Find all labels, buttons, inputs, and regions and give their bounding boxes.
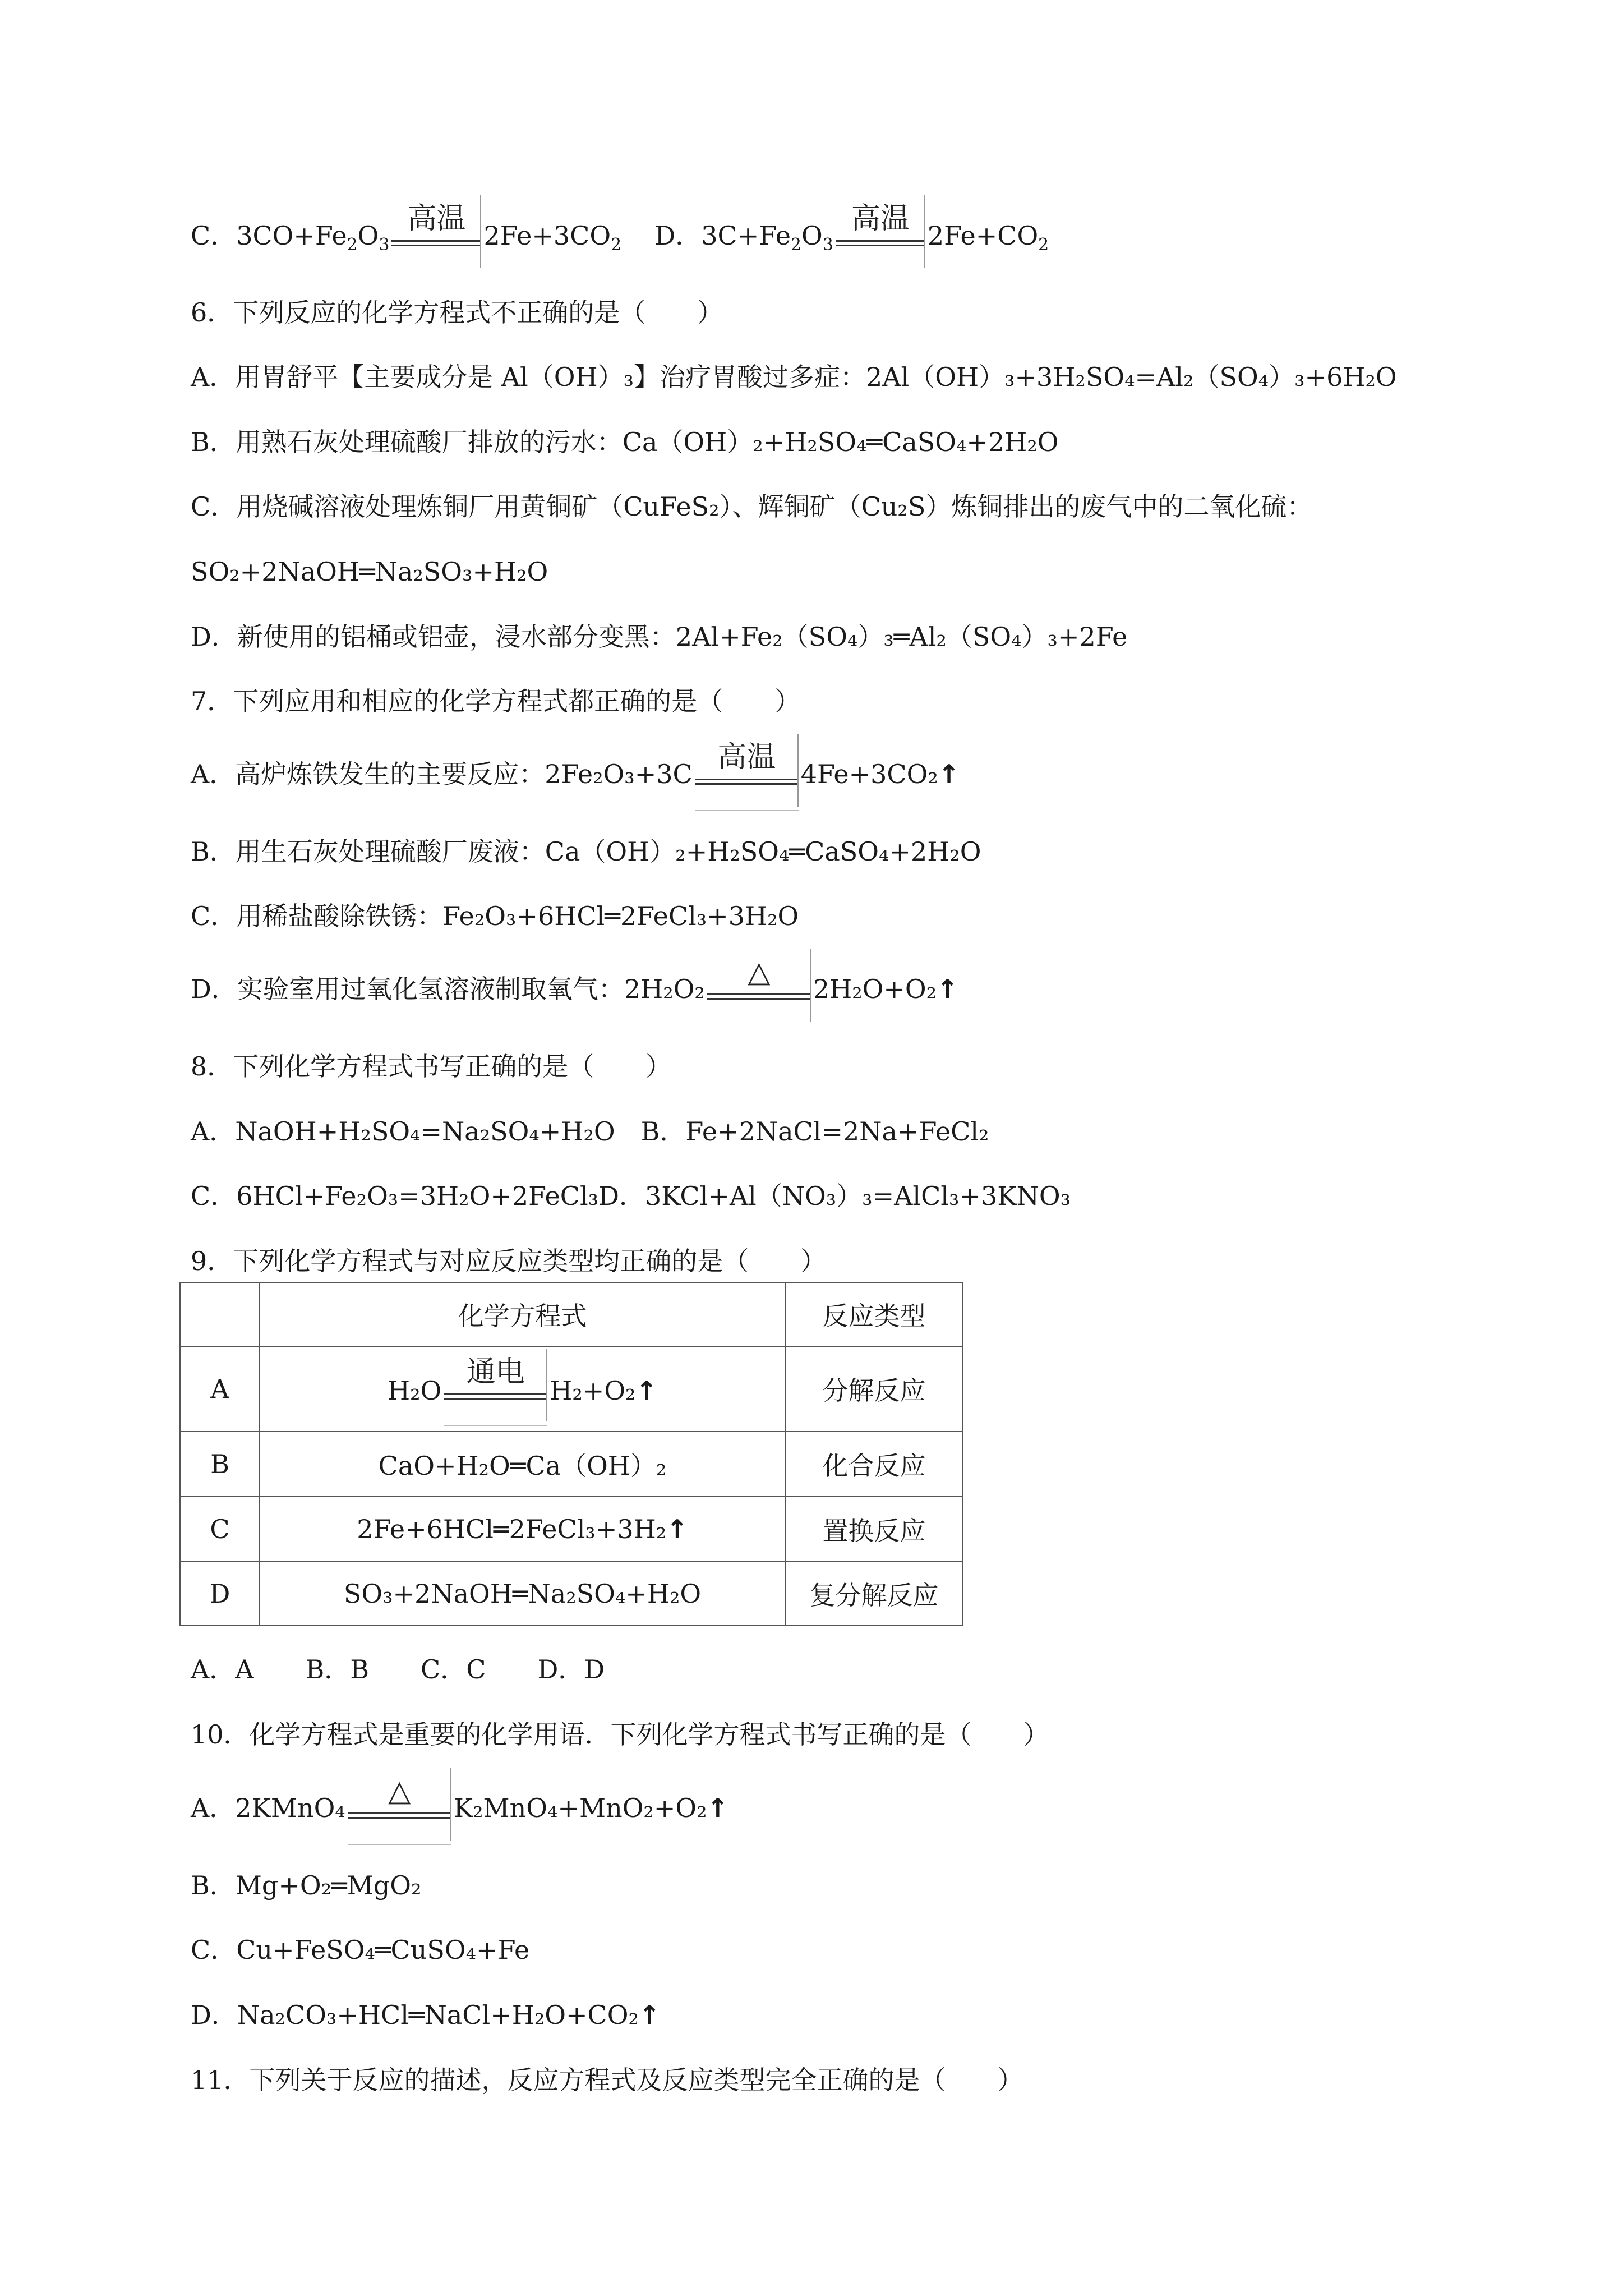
up-arrow-icon: ↑	[937, 974, 958, 1004]
up-arrow-icon: ↑	[938, 759, 960, 789]
q10-option-d: D．Na₂CO₃+HCl═NaCl+H₂O+CO₂↑	[191, 2000, 661, 2030]
q8-options-cd: C．6HCl+Fe₂O₃=3H₂O+2FeCl₃D．3KCl+Al（NO₃）₃=AlCl₃+3KNO₃	[191, 1181, 1071, 1211]
condition-high-temp: 高温	[391, 219, 481, 252]
condition-electrolysis: 通电	[444, 1372, 547, 1406]
q8-stem: 8．下列化学方程式书写正确的是（ ）	[191, 1051, 672, 1082]
table-row: D SO₃+2NaOH═Na₂SO₄+H₂O 复分解反应	[180, 1562, 963, 1626]
table-header-row	[180, 1282, 963, 1346]
q9-options: A．A B．B C．C D．D	[191, 1654, 605, 1685]
table-row: A H₂O 通电 H₂+O₂↑ 分解反应	[180, 1346, 963, 1432]
q7-option-b: B．用生石灰处理硫酸厂废液：Ca（OH）₂+H₂SO₄═CaSO₄+2H₂O	[191, 836, 981, 867]
q9-stem: 9．下列化学方程式与对应反应类型均正确的是（ ）	[191, 1246, 827, 1276]
q6-stem: 6．下列反应的化学方程式不正确的是（ ）	[191, 297, 723, 328]
header-equation: 化学方程式	[260, 1282, 785, 1346]
q9-reaction-table	[179, 1282, 963, 1626]
q7-option-d: D．实验室用过氧化氢溶液制取氧气：2H₂O₂ △ 2H₂O+O₂↑	[191, 972, 958, 1006]
q6-option-c-1: C．用烧碱溶液处理炼铜厂用黄铜矿（CuFeS₂）、辉铜矿（Cu₂S）炼铜排出的废气中的二氧化硫：	[191, 491, 1313, 522]
q6-option-d: D．新使用的铝桶或铝壶，浸水部分变黑：2Al+Fe₂（SO₄）₃═Al₂（SO₄）₃+2Fe	[191, 622, 1128, 652]
q11-stem: 11．下列关于反应的描述，反应方程式及反应类型完全正确的是（ ）	[191, 2065, 1023, 2095]
q5-d-pre: D．3C+Fe	[654, 220, 791, 251]
q10-option-a: A．2KMnO₄ △ K₂MnO₄+MnO₂+O₂↑	[191, 1791, 728, 1825]
condition-high-temp: 高温	[836, 219, 925, 252]
q8-options-ab: A．NaOH+H₂SO₄=Na₂SO₄+H₂O B．Fe+2NaCl=2Na+FeCl₂	[191, 1116, 989, 1147]
q10-option-b: B．Mg+O₂═MgO₂	[191, 1870, 422, 1901]
condition-heat: △	[707, 972, 811, 1006]
q6-option-c-2: SO₂+2NaOH═Na₂SO₃+H₂O	[191, 556, 548, 587]
condition-heat: △	[348, 1791, 451, 1825]
q7-stem: 7．下列应用和相应的化学方程式都正确的是（ ）	[191, 686, 801, 716]
condition-high-temp: 高温	[695, 757, 799, 791]
q7-option-a: A．高炉炼铁发生的主要反应：2Fe₂O₃+3C 高温 4Fe+3CO₂↑	[191, 757, 960, 791]
q5-c-pre: C．3CO+Fe	[191, 220, 347, 251]
q6-option-b: B．用熟石灰处理硫酸厂排放的污水：Ca（OH）₂+H₂SO₄═CaSO₄+2H₂O	[191, 427, 1059, 457]
q6-option-a: A．用胃舒平【主要成分是 Al（OH）₃】治疗胃酸过多症：2Al（OH）₃+3H₂SO₄=Al₂（SO₄）₃+6H₂O	[191, 362, 1397, 392]
q7-option-c: C．用稀盐酸除铁锈：Fe₂O₃+6HCl═2FeCl₃+3H₂O	[191, 901, 799, 931]
up-arrow-icon: ↑	[638, 2000, 661, 2030]
q5-options-cd: C．$3CO+Fe_2O_3$ 高温 $2Fe+3CO_2$ D．$3C+Fe_2O_3$ 高温 $2Fe+CO_2$	[191, 219, 1049, 252]
table-row: C 2Fe+6HCl═2FeCl₃+3H₂↑ 置换反应	[180, 1497, 963, 1562]
q10-option-c: C．Cu+FeSO₄═CuSO₄+Fe	[191, 1935, 530, 1965]
up-arrow-icon: ↑	[666, 1514, 688, 1544]
header-reaction-type: 反应类型	[785, 1282, 963, 1346]
up-arrow-icon: ↑	[635, 1375, 658, 1406]
table-row: B CaO+H₂O═Ca（OH）₂ 化合反应	[180, 1432, 963, 1497]
q10-stem: 10．化学方程式是重要的化学用语．下列化学方程式书写正确的是（ ）	[191, 1719, 1049, 1750]
up-arrow-icon: ↑	[707, 1793, 729, 1823]
